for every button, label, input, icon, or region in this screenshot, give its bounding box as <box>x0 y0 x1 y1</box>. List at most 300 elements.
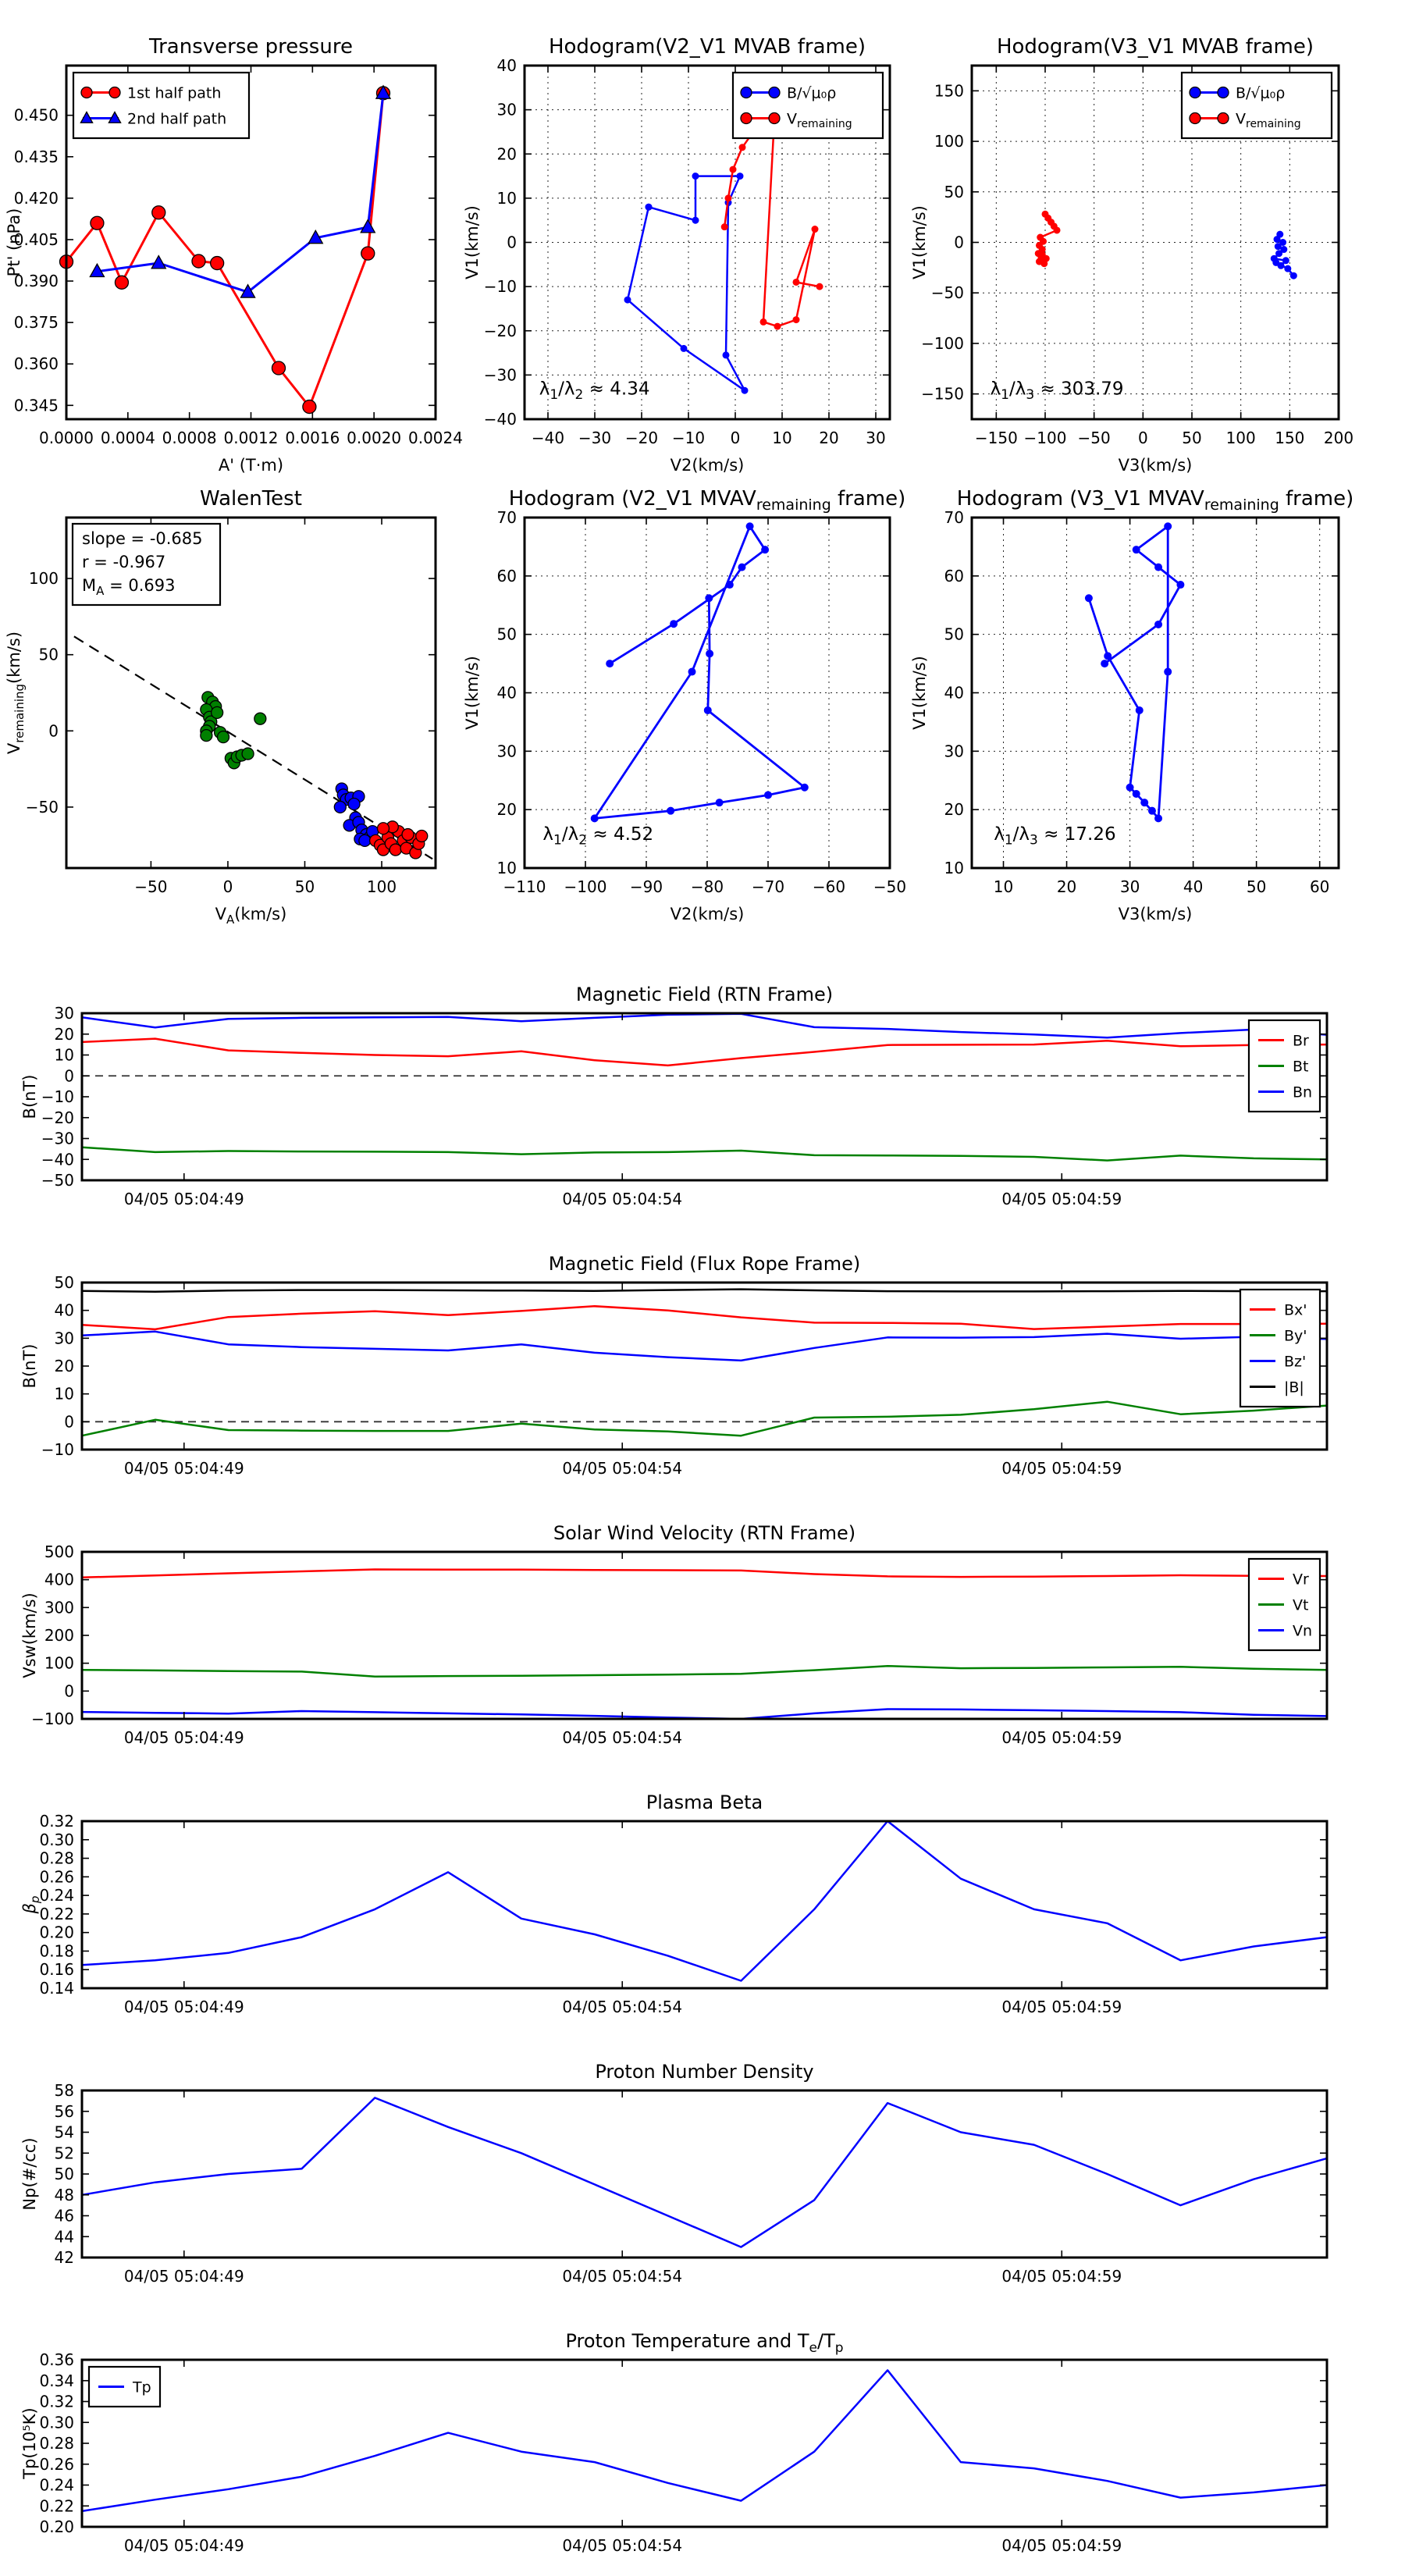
y-tick-label: −30 <box>41 1129 74 1148</box>
marker <box>1272 259 1279 266</box>
lambda-ratio-annotation: $\lambda_1/\lambda_3 \approx 17.26$ <box>994 824 1116 849</box>
x-tick-label: −10 <box>671 429 706 447</box>
marker <box>801 784 809 792</box>
y-tick-label: 0.28 <box>39 1848 74 1868</box>
legend-box <box>1240 1290 1320 1407</box>
y-tick-label: −10 <box>41 1087 74 1106</box>
x-tick-label: 04/05 05:04:49 <box>123 1728 244 1747</box>
y-axis-label: V1(km/s) <box>463 205 482 279</box>
y-tick-label: −40 <box>41 1150 74 1169</box>
series-By' <box>82 1402 1327 1436</box>
legend-label: $V_{remaining}$ <box>787 110 852 131</box>
y-tick-label: 10 <box>944 859 964 877</box>
x-tick-label: 0.0000 <box>39 429 94 447</box>
y-tick-label: 0.435 <box>13 147 59 166</box>
plot-hodogram-v3v1-mvav <box>910 487 1353 923</box>
stats-line: $M_A = 0.693$ <box>82 576 176 599</box>
x-tick-label: 04/05 05:04:49 <box>123 2536 244 2555</box>
marker <box>109 87 120 98</box>
marker <box>741 113 752 124</box>
legend-label: Vr <box>1293 1571 1309 1589</box>
plot-title: WalenTest <box>200 487 302 511</box>
series-Br <box>82 1039 1327 1066</box>
marker <box>1133 790 1140 798</box>
marker <box>1148 807 1156 815</box>
plot-title: Transverse pressure <box>149 35 353 59</box>
marker <box>211 257 224 270</box>
x-axis-label: V2(km/s) <box>670 905 745 923</box>
y-tick-label: 30 <box>54 1329 74 1348</box>
x-tick-label: 04/05 05:04:54 <box>562 1998 683 2016</box>
lambda-ratio-annotation: $\lambda_1/\lambda_2 \approx 4.52$ <box>542 824 654 849</box>
marker <box>761 546 769 553</box>
plot-title: Magnetic Field (RTN Frame) <box>575 984 834 1005</box>
marker <box>670 620 678 628</box>
y-tick-label: 40 <box>54 1300 74 1320</box>
x-tick-label: −90 <box>629 877 663 896</box>
marker <box>192 254 205 268</box>
marker <box>742 387 749 394</box>
marker <box>760 318 767 326</box>
x-tick-label: 04/05 05:04:59 <box>1001 2536 1122 2555</box>
y-tick-label: 40 <box>496 683 517 703</box>
legend-label: 1st half path <box>127 84 222 102</box>
x-axis-label: V3(km/s) <box>1118 905 1193 923</box>
x-tick-label: 10 <box>772 429 792 447</box>
y-axis-label: B(nT) <box>20 1074 39 1119</box>
x-tick-label: −60 <box>812 877 846 896</box>
marker <box>361 220 375 233</box>
y-tick-label: 20 <box>54 1357 74 1375</box>
series-Tp <box>82 2370 1327 2511</box>
legend-label: $V_{remaining}$ <box>1236 110 1301 131</box>
y-tick-label: 0.24 <box>39 1886 74 1905</box>
marker <box>793 316 800 323</box>
plot-title: Proton Number Density <box>595 2061 814 2083</box>
marker <box>254 713 266 724</box>
marker <box>716 799 724 806</box>
x-tick-label: 04/05 05:04:49 <box>123 2267 244 2286</box>
y-tick-label: 0.26 <box>39 1867 74 1887</box>
y-tick-label: 48 <box>54 2185 74 2204</box>
marker <box>746 522 754 530</box>
marker <box>1136 706 1144 714</box>
y-axis-label: Vsw(km/s) <box>20 1592 39 1678</box>
series-Bz' <box>82 1332 1327 1361</box>
plot-title: Plasma Beta <box>646 1791 763 1813</box>
y-tick-label: 10 <box>496 859 517 877</box>
y-tick-label: 0.345 <box>13 396 59 415</box>
marker <box>737 173 744 180</box>
x-tick-label: 30 <box>1119 877 1140 896</box>
marker <box>348 799 360 810</box>
y-tick-label: 58 <box>54 2081 74 2100</box>
lambda-ratio-annotation: $\lambda_1/\lambda_2 \approx 4.34$ <box>539 379 650 403</box>
legend-label: By' <box>1284 1327 1307 1345</box>
x-tick-label: 0 <box>222 877 233 896</box>
y-tick-label: 0.28 <box>39 2434 74 2453</box>
x-tick-label: 100 <box>366 877 397 896</box>
x-tick-label: −110 <box>503 877 546 896</box>
y-tick-label: −20 <box>41 1108 74 1127</box>
x-axis-label: V2(km/s) <box>670 456 745 475</box>
y-tick-label: 20 <box>54 1024 74 1044</box>
series-1st half path <box>66 93 383 407</box>
marker <box>705 594 713 602</box>
plot-title: Solar Wind Velocity (RTN Frame) <box>553 1522 856 1544</box>
x-tick-label: 04/05 05:04:54 <box>562 1459 683 1478</box>
y-tick-label: −10 <box>41 1440 74 1459</box>
y-tick-label: 0.16 <box>39 1960 74 1980</box>
x-tick-label: −30 <box>578 429 612 447</box>
marker <box>769 87 780 98</box>
y-tick-label: 0.36 <box>39 2350 74 2369</box>
legend-label: Bz' <box>1284 1353 1307 1371</box>
stats-line: slope = -0.685 <box>82 529 203 548</box>
x-tick-label: 50 <box>1246 877 1267 896</box>
marker <box>739 144 746 151</box>
y-tick-label: 0 <box>48 721 59 741</box>
x-tick-label: −40 <box>531 429 565 447</box>
marker <box>692 217 699 224</box>
x-tick-label: 0.0004 <box>100 429 155 447</box>
marker <box>1190 113 1200 124</box>
y-tick-label: −100 <box>921 333 964 353</box>
x-tick-label: 0 <box>730 429 741 447</box>
series-Vn <box>82 1710 1327 1720</box>
marker <box>692 173 699 180</box>
x-tick-label: 04/05 05:04:49 <box>123 1190 244 1208</box>
marker <box>1282 257 1289 264</box>
marker <box>646 204 653 211</box>
marker <box>1085 594 1093 602</box>
y-tick-label: 0.22 <box>39 2496 74 2516</box>
y-tick-label: 56 <box>54 2101 74 2121</box>
stats-line: r = -0.967 <box>82 553 166 571</box>
x-tick-label: −100 <box>1023 429 1067 447</box>
y-tick-label: 60 <box>944 566 964 585</box>
y-tick-label: −150 <box>921 384 964 404</box>
y-tick-label: 0 <box>954 233 964 252</box>
y-tick-label: 30 <box>496 742 517 761</box>
x-tick-label: 04/05 05:04:49 <box>123 1459 244 1478</box>
marker <box>303 400 316 414</box>
y-tick-label: 0.360 <box>13 354 59 374</box>
series-Bx' <box>82 1306 1327 1329</box>
legend-box <box>73 73 249 138</box>
y-tick-label: 100 <box>934 132 964 151</box>
x-tick-label: −150 <box>974 429 1018 447</box>
x-tick-label: 04/05 05:04:59 <box>1001 1998 1122 2016</box>
marker <box>91 216 104 229</box>
y-tick-label: 20 <box>496 144 517 164</box>
series-Bn <box>82 1014 1327 1038</box>
plot-title: Hodogram(V2_V1 MVAB frame) <box>548 35 866 59</box>
y-tick-label: 0.450 <box>13 105 59 125</box>
x-tick-label: 04/05 05:04:54 <box>562 2536 683 2555</box>
series-Bt <box>82 1147 1327 1161</box>
legend-label: Bx' <box>1284 1301 1307 1319</box>
marker <box>606 660 614 667</box>
y-tick-label: 0.375 <box>13 313 59 333</box>
marker <box>1140 799 1148 806</box>
plot-solar-wind <box>20 1522 1327 1747</box>
plot-title: Magnetic Field (Flux Rope Frame) <box>548 1253 861 1275</box>
marker <box>726 581 734 589</box>
x-tick-label: 150 <box>1275 429 1305 447</box>
series-Vr <box>82 1570 1327 1578</box>
y-tick-label: 0.22 <box>39 1904 74 1923</box>
y-tick-label: 50 <box>944 182 964 201</box>
y-axis-label: $V_{remaining}(km/s)$ <box>5 631 27 755</box>
x-tick-label: −80 <box>690 877 724 896</box>
x-tick-label: 60 <box>1309 877 1330 896</box>
y-tick-label: 30 <box>54 1004 74 1023</box>
series-Vt <box>82 1666 1327 1677</box>
y-tick-label: 400 <box>44 1570 74 1589</box>
marker <box>793 279 800 286</box>
y-axis-label: Pt' (nPa) <box>5 208 23 277</box>
y-tick-label: −40 <box>483 410 517 429</box>
y-tick-label: 150 <box>934 81 964 101</box>
plot-hodogram-v2v1-mvab <box>463 35 890 475</box>
y-tick-label: 70 <box>496 508 517 527</box>
plot-plasma-beta <box>20 1791 1327 2016</box>
x-tick-label: 04/05 05:04:59 <box>1001 1459 1122 1478</box>
marker <box>741 87 752 98</box>
axes-frame <box>82 1013 1327 1180</box>
marker <box>1218 113 1229 124</box>
marker <box>1154 621 1162 628</box>
y-tick-label: 0 <box>507 233 517 252</box>
y-tick-label: 0 <box>64 1681 74 1701</box>
marker <box>591 814 599 822</box>
x-tick-label: 50 <box>294 877 315 896</box>
marker <box>812 226 819 233</box>
y-tick-label: 44 <box>54 2227 74 2247</box>
marker <box>730 166 737 173</box>
y-tick-label: 46 <box>54 2206 74 2226</box>
y-tick-label: 42 <box>54 2248 74 2267</box>
marker <box>667 807 674 815</box>
y-tick-label: −100 <box>31 1710 74 1728</box>
y-tick-label: −20 <box>483 321 517 340</box>
y-tick-label: 50 <box>944 624 964 644</box>
y-tick-label: −30 <box>483 365 517 385</box>
plot-mag-rtn <box>20 984 1327 1208</box>
series-beta <box>82 1821 1327 1981</box>
y-tick-label: 30 <box>496 100 517 119</box>
marker <box>816 283 823 290</box>
axes-frame <box>82 2360 1327 2527</box>
y-tick-label: 0 <box>64 1066 74 1086</box>
plot-transverse-pressure <box>5 35 463 475</box>
y-tick-label: 300 <box>44 1598 74 1617</box>
marker <box>1101 660 1108 667</box>
legend-label: Vt <box>1293 1596 1309 1614</box>
y-tick-label: 0.30 <box>39 2413 74 2432</box>
marker <box>242 748 254 760</box>
y-tick-label: 50 <box>38 645 59 664</box>
x-tick-label: 10 <box>993 877 1014 896</box>
marker <box>681 345 688 352</box>
x-axis-label: V3(km/s) <box>1118 456 1193 475</box>
x-tick-label: 04/05 05:04:59 <box>1001 2267 1122 2286</box>
marker <box>1154 814 1162 822</box>
y-tick-label: 0.32 <box>39 2392 74 2411</box>
y-tick-label: 200 <box>44 1626 74 1645</box>
marker <box>1275 250 1282 257</box>
legend-label: |B| <box>1284 1379 1304 1397</box>
marker <box>721 223 728 230</box>
plot-hodogram-v2v1-mvav <box>463 487 906 923</box>
marker <box>81 87 92 98</box>
plot-title: Hodogram (V2_V1 $MVAV_{remaining}$ frame) <box>508 487 906 514</box>
x-tick-label: 0.0024 <box>408 429 463 447</box>
plot-hodogram-v3v1-mvab <box>910 35 1353 475</box>
y-tick-label: −50 <box>41 1171 74 1190</box>
marker <box>738 564 745 571</box>
y-axis-label: B(nT) <box>20 1343 39 1389</box>
x-tick-label: 0.0020 <box>347 429 402 447</box>
marker <box>377 823 389 834</box>
y-tick-label: 52 <box>54 2144 74 2163</box>
marker <box>1054 226 1061 233</box>
x-tick-label: 0.0016 <box>285 429 340 447</box>
legend-label: B/√μ₀ρ <box>787 84 837 102</box>
y-axis-label: $\beta_p$ <box>20 1895 43 1914</box>
x-tick-label: 04/05 05:04:49 <box>123 1998 244 2016</box>
y-tick-label: 60 <box>496 566 517 585</box>
series-|B| <box>82 1290 1327 1292</box>
marker <box>723 351 730 358</box>
x-tick-label: 50 <box>1182 429 1202 447</box>
x-tick-label: −70 <box>751 877 785 896</box>
marker <box>151 256 165 269</box>
plot-proton-temp <box>20 2330 1327 2555</box>
x-tick-label: −50 <box>1077 429 1111 447</box>
y-axis-label: V1(km/s) <box>910 656 929 730</box>
marker <box>1176 581 1184 589</box>
plot-mag-fluxrope <box>20 1253 1327 1478</box>
y-tick-label: 0.14 <box>39 1979 74 1998</box>
y-tick-label: 0.32 <box>39 1812 74 1831</box>
marker <box>416 831 428 842</box>
x-tick-label: 40 <box>1183 877 1204 896</box>
x-axis-label: A' (T·m) <box>218 456 284 475</box>
marker <box>1104 652 1112 660</box>
legend-label: B/√μ₀ρ <box>1236 84 1286 102</box>
x-tick-label: −20 <box>624 429 659 447</box>
axes-frame <box>82 1821 1327 1988</box>
marker <box>152 206 165 219</box>
legend-label: Tp <box>133 2379 151 2396</box>
marker <box>201 730 212 742</box>
x-tick-label: 04/05 05:04:54 <box>562 1728 683 1747</box>
y-tick-label: 0.18 <box>39 1941 74 1961</box>
marker <box>1284 265 1291 272</box>
y-tick-label: 50 <box>54 2165 74 2183</box>
y-tick-label: 100 <box>44 1653 74 1673</box>
marker <box>1154 564 1162 571</box>
plot-title: Hodogram(V3_V1 MVAB frame) <box>996 35 1314 59</box>
lambda-ratio-annotation: $\lambda_1/\lambda_3 \approx 303.79$ <box>990 379 1124 403</box>
x-tick-label: 04/05 05:04:54 <box>562 2267 683 2286</box>
x-tick-label: 30 <box>866 429 886 447</box>
x-tick-label: 0.0012 <box>223 429 279 447</box>
marker <box>1190 87 1200 98</box>
x-tick-label: −100 <box>564 877 607 896</box>
marker <box>361 247 375 260</box>
y-tick-label: 40 <box>944 683 964 703</box>
y-tick-label: 50 <box>54 1273 74 1292</box>
y-tick-label: 500 <box>44 1542 74 1561</box>
marker <box>688 668 696 676</box>
y-tick-label: 10 <box>54 1384 74 1404</box>
axes-frame <box>82 1552 1327 1719</box>
y-tick-label: 0.20 <box>39 2517 74 2536</box>
marker <box>272 361 285 375</box>
y-tick-label: −50 <box>930 283 964 303</box>
x-tick-label: 20 <box>819 429 839 447</box>
legend-label: Br <box>1293 1032 1309 1050</box>
marker <box>706 649 713 657</box>
y-tick-label: 40 <box>496 56 517 75</box>
x-tick-label: 100 <box>1225 429 1256 447</box>
y-axis-label: Tp(10⁵K) <box>20 2407 39 2479</box>
y-axis-label: V1(km/s) <box>910 205 929 279</box>
axes-frame <box>82 1283 1327 1450</box>
y-tick-label: 0.20 <box>39 1923 74 1942</box>
y-axis-label: Np(#/cc) <box>20 2137 39 2211</box>
marker <box>1290 272 1297 279</box>
y-tick-label: 100 <box>28 569 59 589</box>
marker <box>218 731 229 743</box>
marker <box>769 113 780 124</box>
x-tick-label: 04/05 05:04:54 <box>562 1190 683 1208</box>
x-tick-label: 0.0008 <box>162 429 217 447</box>
marker <box>212 706 223 718</box>
y-tick-label: −10 <box>483 277 517 297</box>
x-tick-label: 04/05 05:04:59 <box>1001 1728 1122 1747</box>
marker <box>1164 668 1172 676</box>
marker <box>774 323 781 330</box>
marker <box>624 297 631 304</box>
x-tick-label: −50 <box>873 877 907 896</box>
marker <box>764 791 772 799</box>
y-tick-label: 10 <box>496 188 517 208</box>
y-tick-label: 0.30 <box>39 1830 74 1849</box>
marker <box>704 706 712 714</box>
x-tick-label: 20 <box>1056 877 1077 896</box>
y-axis-label: V1(km/s) <box>463 656 482 730</box>
y-tick-label: 54 <box>54 2122 74 2142</box>
series-V-path <box>595 526 805 818</box>
marker <box>115 276 128 289</box>
x-tick-label: 04/05 05:04:59 <box>1001 1190 1122 1208</box>
y-tick-label: 0.405 <box>13 229 59 249</box>
plot-title: Hodogram (V3_V1 $MVAV_{remaining}$ frame) <box>956 487 1354 514</box>
marker <box>402 829 414 841</box>
y-tick-label: −50 <box>25 797 59 817</box>
y-tick-label: 0 <box>64 1412 74 1432</box>
plot-proton-density <box>20 2061 1327 2286</box>
marker <box>1039 251 1046 258</box>
legend-label: 2nd half path <box>127 110 227 128</box>
marker <box>1218 87 1229 98</box>
legend-label: Vn <box>1293 1622 1313 1640</box>
plot-title: Proton Temperature and $T_e/T_p$ <box>565 2330 844 2356</box>
